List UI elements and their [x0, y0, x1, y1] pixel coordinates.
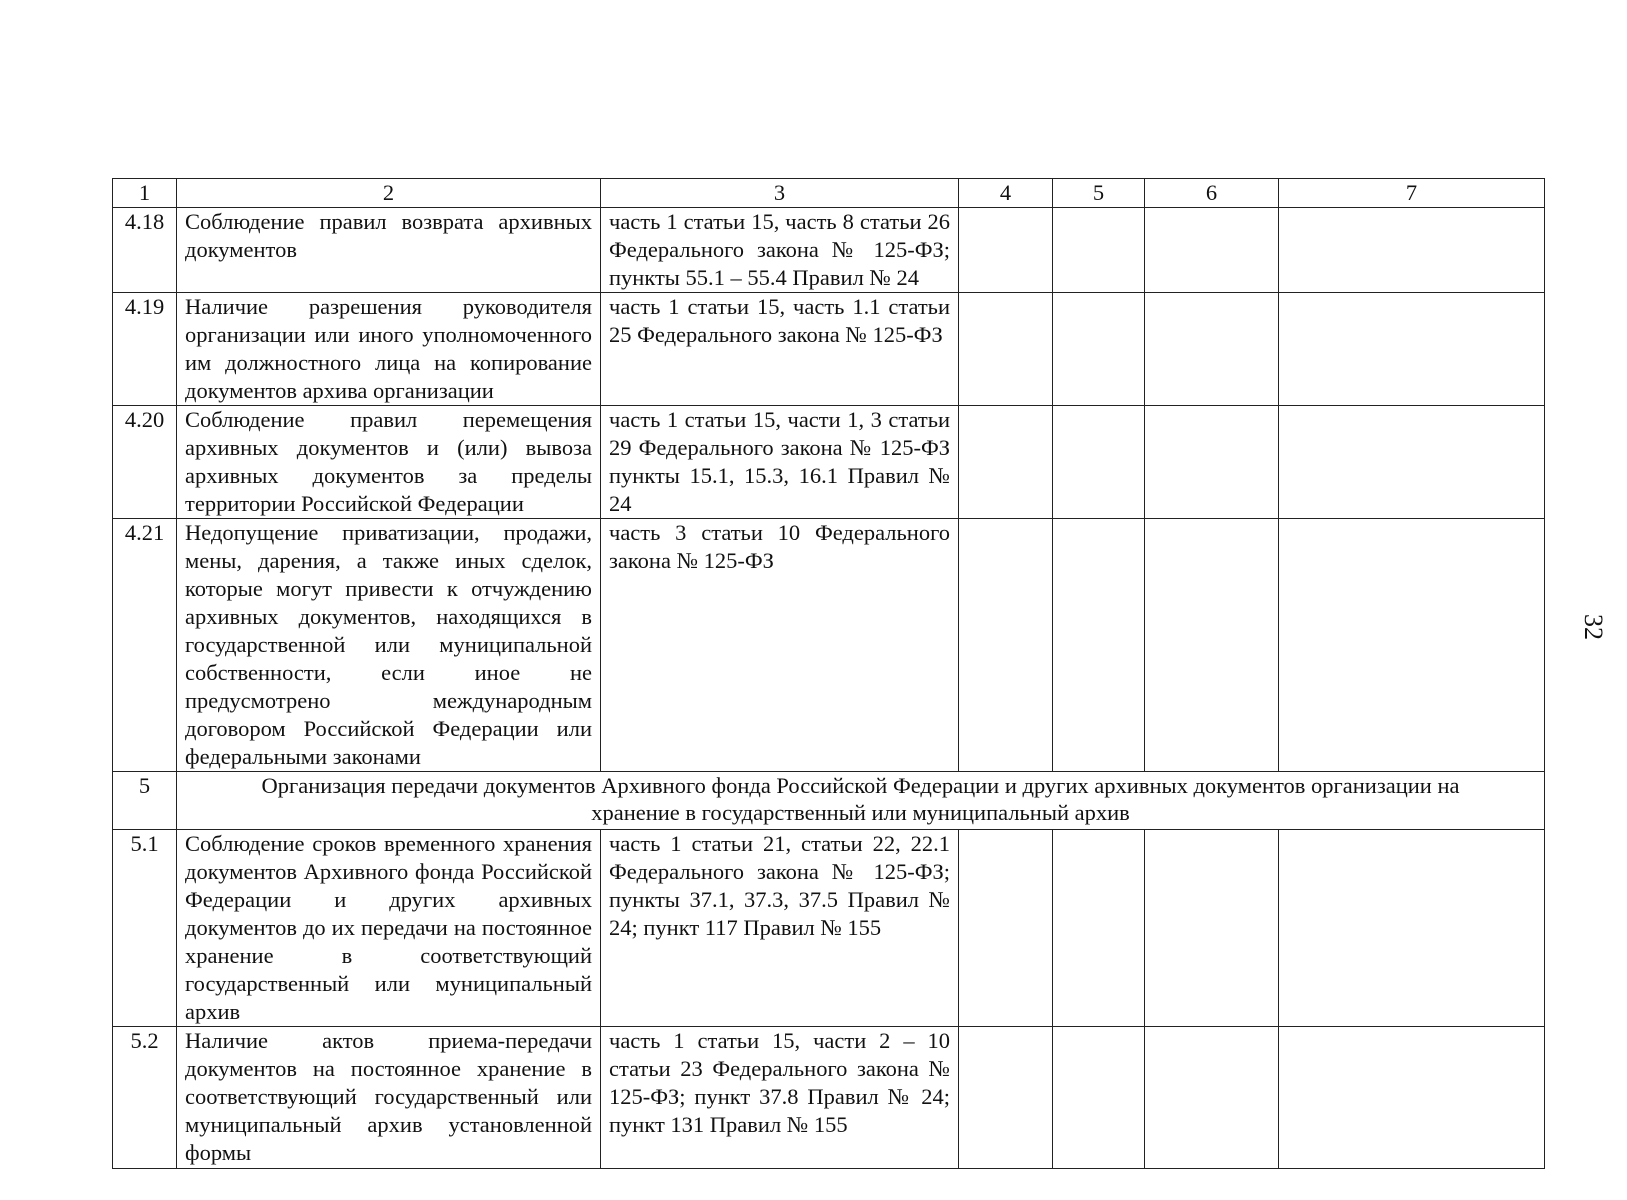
section-number: 5 — [113, 772, 177, 830]
requirement-text: Соблюдение правил возврата архивных документов — [177, 208, 601, 293]
empty-cell — [1145, 1027, 1279, 1169]
column-header-5: 5 — [1053, 179, 1145, 208]
legal-reference: часть 1 статьи 15, части 2 – 10 статьи 23 Федерального закона № 125-ФЗ; пункт 37.8 Правил № 24; пункт 131 Правил № 155 — [601, 1027, 959, 1169]
requirement-text: Наличие разрешения руководителя организации или иного уполномоченного им должностного лица на копирование документов архива организации — [177, 293, 601, 406]
empty-cell — [959, 1027, 1053, 1169]
section-title: Организация передачи документов Архивного фонда Российской Федерации и других архивных документов организации на хранение в государственный или муниципальный архив — [177, 772, 1545, 830]
table-row — [113, 406, 1545, 519]
empty-cell — [1145, 519, 1279, 772]
table-row — [113, 208, 1545, 293]
column-header-3: 3 — [601, 179, 959, 208]
table-row — [113, 519, 1545, 772]
requirement-text: Наличие актов приема-передачи документов на постоянное хранение в соответствующий государственный или муниципальный архив установленной формы — [177, 1027, 601, 1169]
column-header-1: 1 — [113, 179, 177, 208]
column-header-4: 4 — [959, 179, 1053, 208]
row-number: 4.19 — [113, 293, 177, 406]
table-header-row — [113, 179, 1545, 208]
row-number: 4.20 — [113, 406, 177, 519]
empty-cell — [959, 208, 1053, 293]
empty-cell — [1145, 406, 1279, 519]
empty-cell — [1145, 208, 1279, 293]
row-number: 4.21 — [113, 519, 177, 772]
empty-cell — [1279, 293, 1545, 406]
requirement-text: Недопущение приватизации, продажи, мены, дарения, а также иных сделок, которые могут привести к отчуждению архивных документов, находящихся в государственной или муниципальной собственности, если иное не предусмотрено международным договором Российской Федерации или федеральными законами — [177, 519, 601, 772]
table-row — [113, 1027, 1545, 1169]
empty-cell — [1279, 406, 1545, 519]
table-row — [113, 293, 1545, 406]
empty-cell — [1053, 406, 1145, 519]
empty-cell — [1053, 1027, 1145, 1169]
table-row — [113, 830, 1545, 1027]
empty-cell — [1279, 1027, 1545, 1169]
section-row — [113, 772, 1545, 830]
empty-cell — [1279, 519, 1545, 772]
empty-cell — [1279, 830, 1545, 1027]
empty-cell — [1145, 830, 1279, 1027]
legal-reference: часть 1 статьи 15, части 1, 3 статьи 29 Федерального закона № 125-ФЗ пункты 15.1, 15.3, 16.1 Правил № 24 — [601, 406, 959, 519]
empty-cell — [1053, 208, 1145, 293]
row-number: 5.1 — [113, 830, 177, 1027]
empty-cell — [1053, 519, 1145, 772]
legal-reference: часть 1 статьи 15, часть 1.1 статьи 25 Федерального закона № 125-ФЗ — [601, 293, 959, 406]
column-header-2: 2 — [177, 179, 601, 208]
legal-reference: часть 1 статьи 21, статьи 22, 22.1 Федерального закона № 125-ФЗ; пункты 37.1, 37.3, 37.5 Правил № 24; пункт 117 Правил № 155 — [601, 830, 959, 1027]
page-number: 32 — [1579, 614, 1608, 640]
column-header-6: 6 — [1145, 179, 1279, 208]
requirement-text: Соблюдение правил перемещения архивных документов и (или) вывоза архивных документов за пределы территории Российской Федерации — [177, 406, 601, 519]
empty-cell — [959, 406, 1053, 519]
legal-reference: часть 3 статьи 10 Федерального закона № 125-ФЗ — [601, 519, 959, 772]
column-header-7: 7 — [1279, 179, 1545, 208]
empty-cell — [1053, 830, 1145, 1027]
row-number: 4.18 — [113, 208, 177, 293]
legal-reference: часть 1 статьи 15, часть 8 статьи 26 Федерального закона № 125-ФЗ; пункты 55.1 – 55.4 Правил № 24 — [601, 208, 959, 293]
empty-cell — [1053, 293, 1145, 406]
empty-cell — [959, 830, 1053, 1027]
requirements-table — [112, 178, 1545, 1169]
row-number: 5.2 — [113, 1027, 177, 1169]
empty-cell — [1145, 293, 1279, 406]
empty-cell — [959, 519, 1053, 772]
requirement-text: Соблюдение сроков временного хранения документов Архивного фонда Российской Федерации и других архивных документов до их передачи на постоянное хранение в соответствующий государственный или муниципальный архив — [177, 830, 601, 1027]
empty-cell — [1279, 208, 1545, 293]
empty-cell — [959, 293, 1053, 406]
